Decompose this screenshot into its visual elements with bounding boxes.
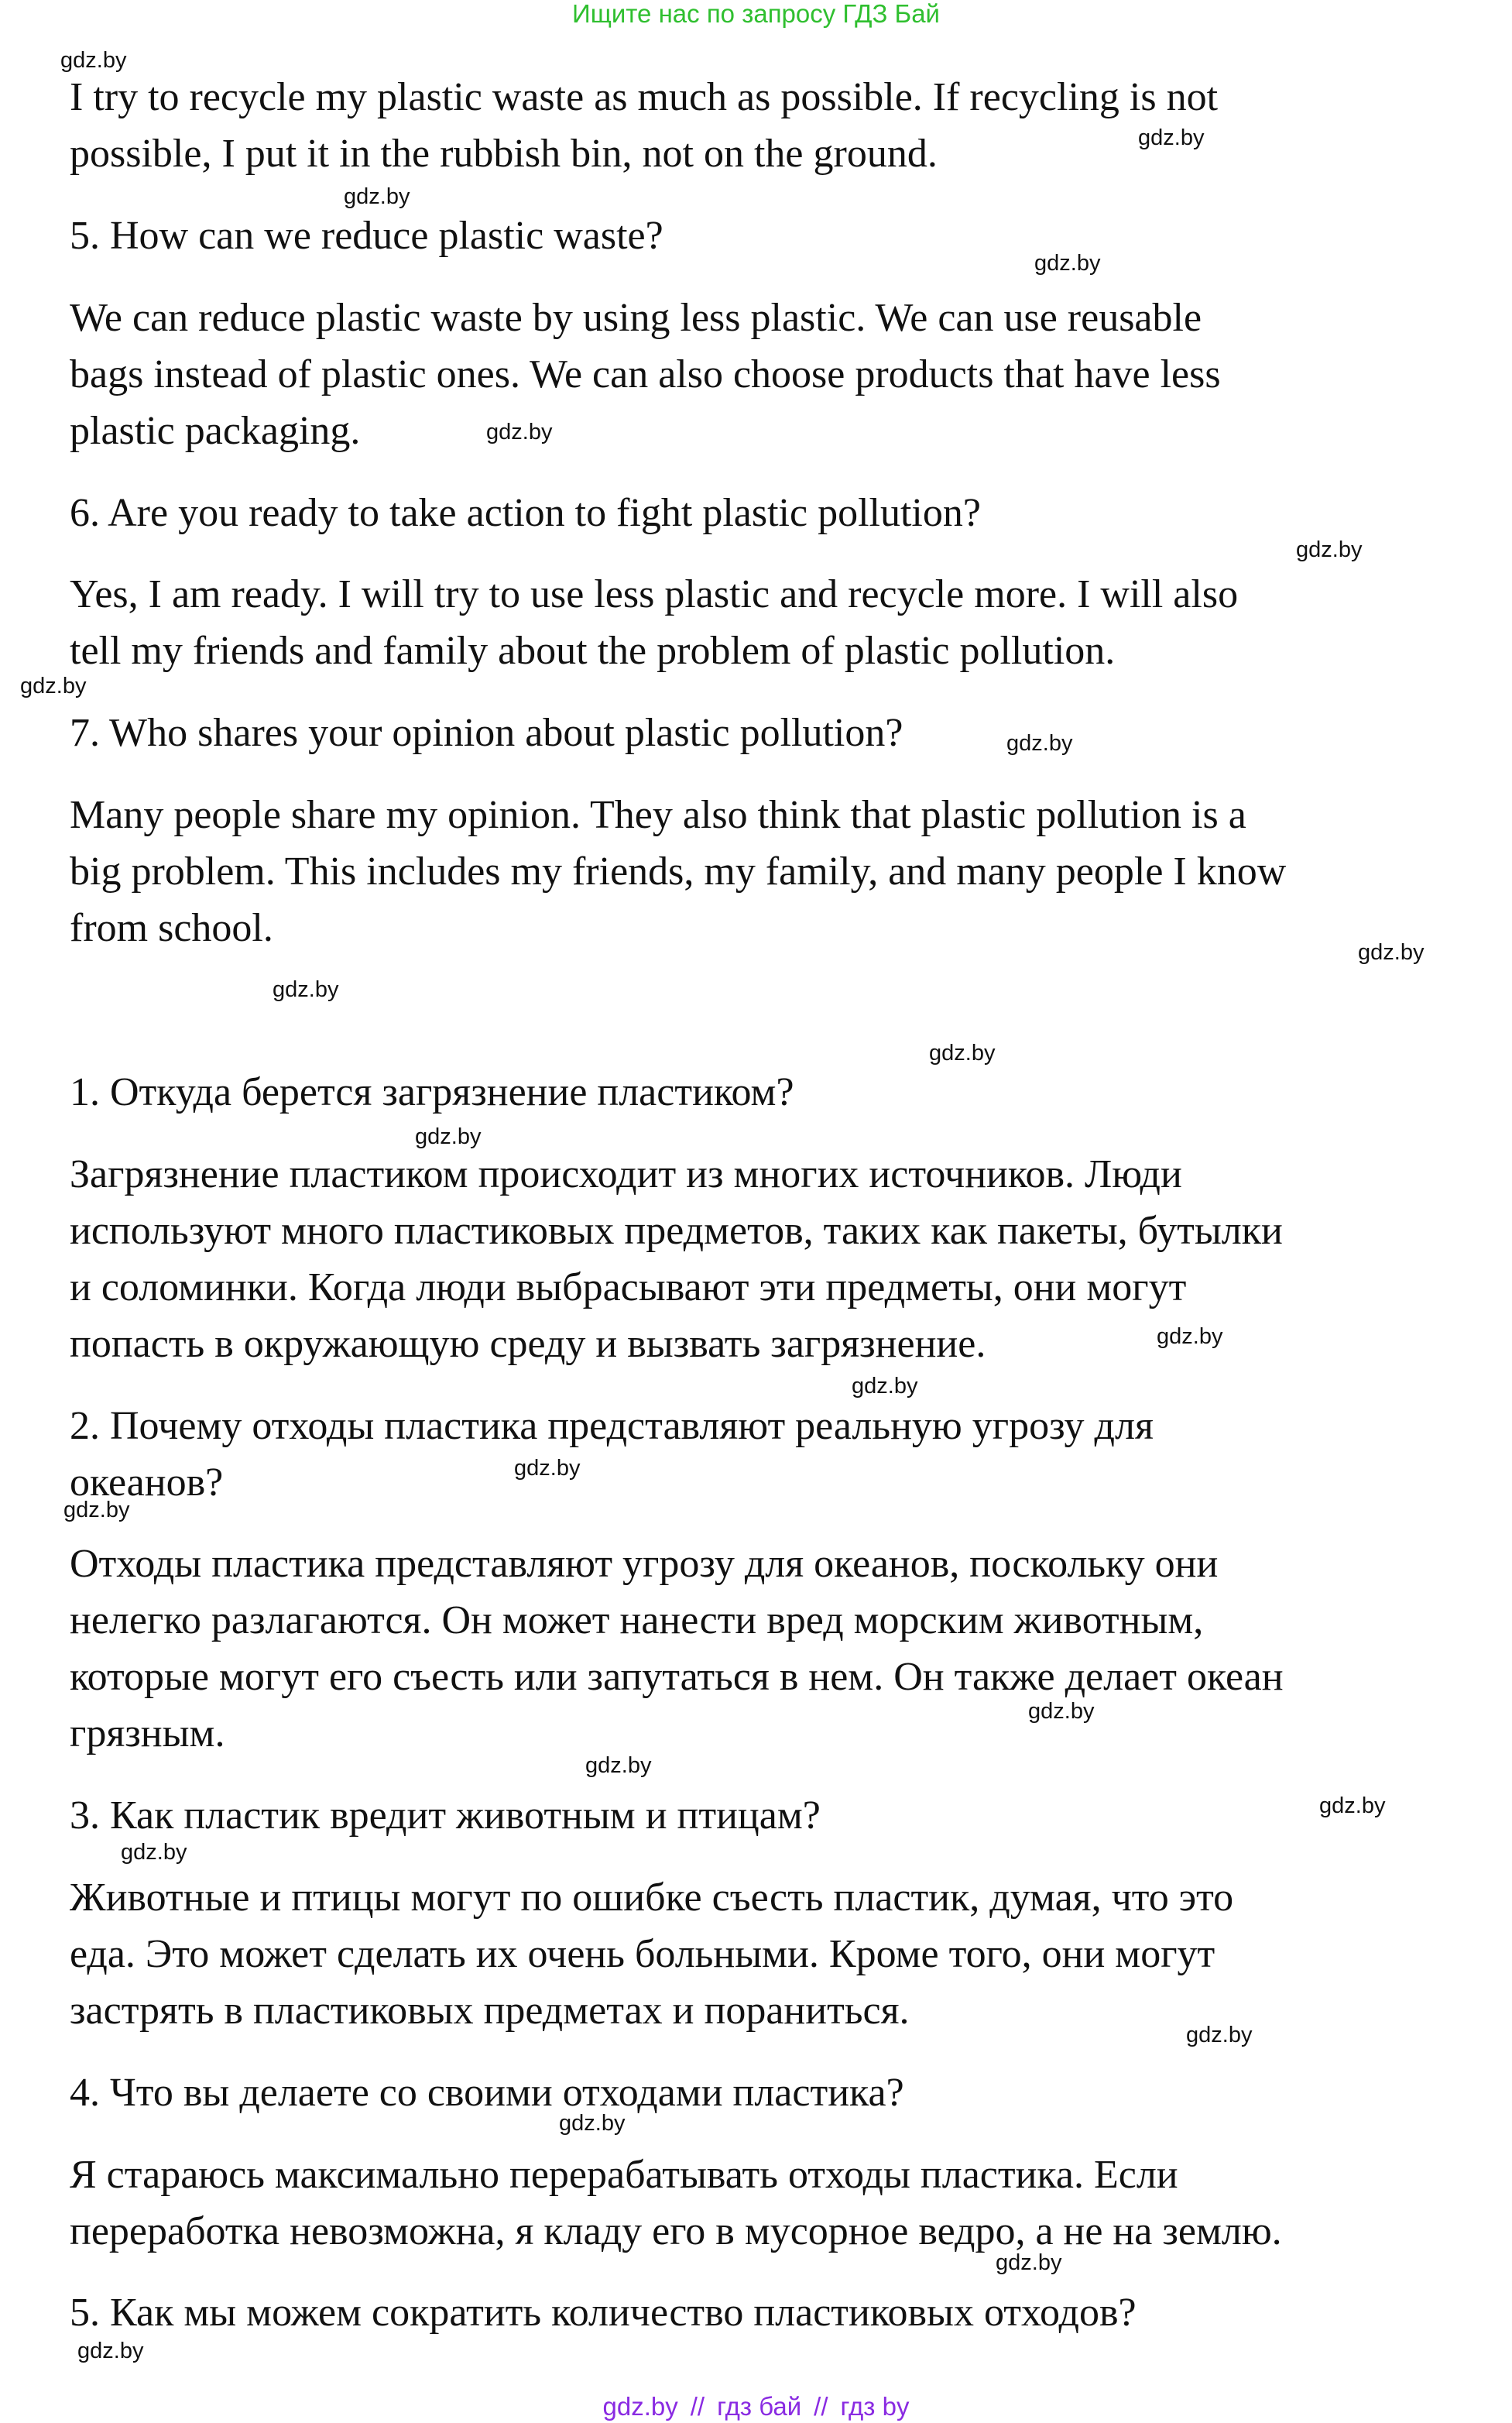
question-line: 4. Что вы делаете со своими отходами пластика? — [70, 2071, 904, 2115]
watermark: gdz.by — [585, 1753, 652, 1778]
answer-line: I try to recycle my plastic waste as much as possible. If recycling is not — [70, 75, 1219, 119]
answer-line: нелегко разлагаются. Он может нанести вред морским животным, — [70, 1598, 1204, 1642]
watermark: gdz.by — [1358, 940, 1425, 965]
footer-links — [0, 2393, 1512, 2421]
watermark: gdz.by — [121, 1840, 187, 1865]
answer-line: грязным. — [70, 1711, 225, 1755]
watermark: gdz.by — [486, 420, 553, 444]
watermark: gdz.by — [929, 1041, 996, 1066]
watermark: gdz.by — [415, 1124, 482, 1149]
question-line: 5. How can we reduce plastic waste? — [70, 214, 663, 258]
answer-line: Я стараюсь максимально перерабатывать отходы пластика. Если — [70, 2153, 1178, 2197]
footer-separator: // — [690, 2392, 705, 2421]
question-line: 7. Who shares your opinion about plastic pollution? — [70, 711, 903, 755]
answer-line: We can reduce plastic waste by using less plastic. We can use reusable — [70, 296, 1202, 340]
watermark: gdz.by — [1157, 1324, 1223, 1349]
watermark: gdz.by — [20, 674, 87, 698]
answer-line: Животные и птицы могут по ошибке съесть пластик, думая, что это — [70, 1876, 1234, 1920]
watermark: gdz.by — [1006, 731, 1073, 756]
watermark: gdz.by — [1138, 125, 1205, 150]
watermark: gdz.by — [1319, 1793, 1386, 1818]
answer-line: Many people share my opinion. They also think that plastic pollution is a — [70, 793, 1246, 837]
watermark: gdz.by — [1028, 1699, 1095, 1724]
watermark: gdz.by — [273, 977, 339, 1002]
answer-line: и соломинки. Когда люди выбрасывают эти предметы, они могут — [70, 1265, 1187, 1309]
watermark: gdz.by — [1034, 251, 1101, 276]
watermark: gdz.by — [514, 1456, 581, 1481]
answer-line: которые могут его съесть или запутаться в нем. Он также делает океан — [70, 1655, 1284, 1699]
answer-line: plastic packaging. — [70, 409, 361, 453]
watermark: gdz.by — [559, 2111, 626, 2136]
footer-link-gdz-bai[interactable]: гдз бай — [717, 2392, 802, 2421]
answer-line: переработка невозможна, я кладу его в мусорное ведро, а не на землю. — [70, 2209, 1282, 2253]
answer-line: Загрязнение пластиком происходит из многих источников. Люди — [70, 1152, 1182, 1196]
question-line: 6. Are you ready to take action to fight plastic pollution? — [70, 491, 981, 535]
question-line: 5. Как мы можем сократить количество пластиковых отходов? — [70, 2291, 1137, 2335]
footer-separator: // — [814, 2392, 828, 2421]
header-search-hint: Ищите нас по запросу ГДЗ Бай — [572, 0, 940, 28]
answer-line: еда. Это может сделать их очень больными. Кроме того, они могут — [70, 1932, 1215, 1976]
question-line: океанов? — [70, 1460, 224, 1505]
answer-line: Yes, I am ready. I will try to use less plastic and recycle more. I will also — [70, 572, 1239, 616]
answer-line: from school. — [70, 906, 273, 950]
answer-line: используют много пластиковых предметов, таких как пакеты, бутылки — [70, 1209, 1283, 1253]
watermark: gdz.by — [996, 2250, 1062, 2275]
answer-line: застрять в пластиковых предметах и пораниться. — [70, 1989, 910, 2033]
watermark: gdz.by — [852, 1374, 918, 1399]
answer-line: big problem. This includes my friends, my family, and many people I know — [70, 849, 1287, 894]
answer-line: tell my friends and family about the problem of plastic pollution. — [70, 629, 1116, 673]
footer-link-gdz-by-cyr[interactable]: гдз by — [840, 2392, 910, 2421]
watermark: gdz.by — [77, 2339, 144, 2363]
answer-line: bags instead of plastic ones. We can also choose products that have less — [70, 352, 1221, 396]
watermark: gdz.by — [344, 184, 410, 209]
answer-line: попасть в окружающую среду и вызвать загрязнение. — [70, 1322, 986, 1366]
question-line: 1. Откуда берется загрязнение пластиком? — [70, 1070, 794, 1114]
question-line: 2. Почему отходы пластика представляют реальную угрозу для — [70, 1404, 1154, 1448]
watermark: gdz.by — [63, 1498, 130, 1522]
answer-line: possible, I put it in the rubbish bin, not on the ground. — [70, 132, 938, 176]
answer-line: Отходы пластика представляют угрозу для океанов, поскольку они — [70, 1542, 1219, 1586]
question-line: 3. Как пластик вредит животным и птицам? — [70, 1793, 821, 1838]
footer-link-gdz-by[interactable]: gdz.by — [602, 2392, 678, 2421]
watermark: gdz.by — [1186, 2023, 1253, 2047]
watermark: gdz.by — [1296, 537, 1363, 562]
watermark: gdz.by — [60, 48, 127, 73]
